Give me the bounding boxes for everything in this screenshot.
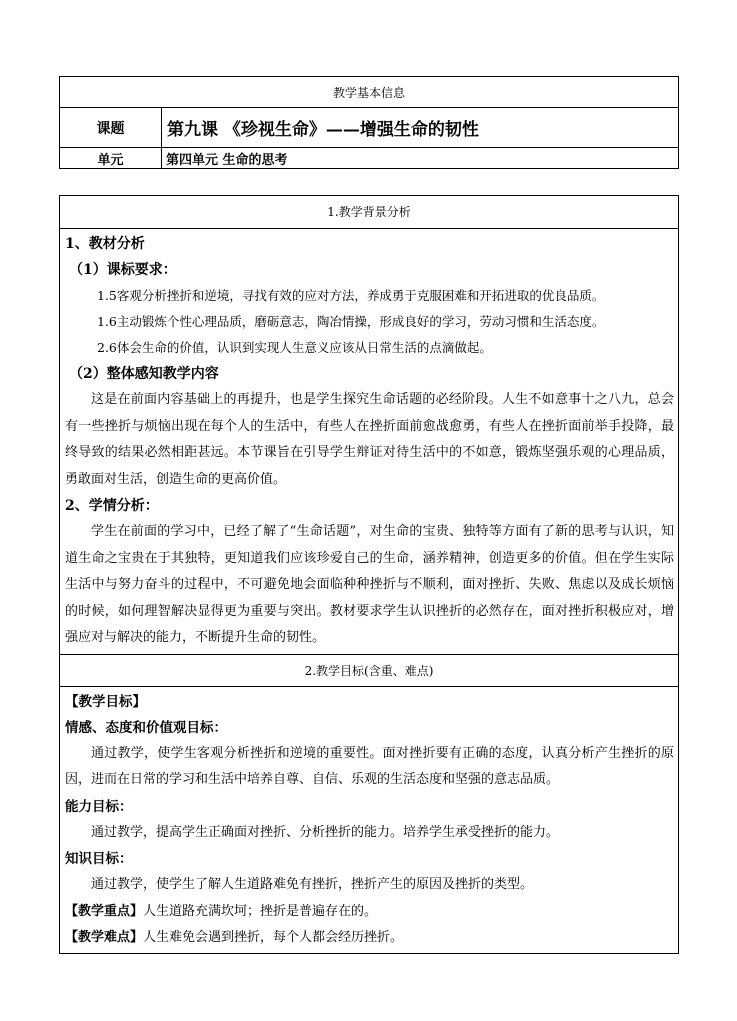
key-point-row bbox=[65, 899, 674, 925]
difficult-point-text: 人生难免会遇到挫折，每个人都会经历挫折。 bbox=[143, 929, 404, 945]
standard-item: 2.6体会生命的价值，认识到实现人生意义应该从日常生活的点滴做起。 bbox=[97, 340, 492, 355]
topic-value: 第九课 《珍视生命》——增强生命的韧性 bbox=[162, 108, 679, 148]
standard-item: 1.6主动锻炼个性心理品质，磨砺意志，陶冶情操，形成良好的学习，劳动习惯和生活态度。 bbox=[97, 314, 605, 329]
student-analysis-title: 2、学情分析： bbox=[65, 498, 159, 514]
background-header: 1.教学背景分析 bbox=[60, 196, 678, 229]
key-point-text: 人生道路充满坎坷；挫折是普遍存在的。 bbox=[143, 903, 378, 919]
emotion-paragraph: 通过教学，使学生客观分析挫折和逆境的重要性。面对挫折要有正确的态度，认真分析产生挫折的原因，进而在日常的学习和生活中培养自尊、自信、乐观的生活态度和坚强的意志品质。 bbox=[65, 745, 674, 787]
lesson-plan-table bbox=[59, 195, 679, 954]
curriculum-title: （1）课标要求： bbox=[69, 262, 177, 278]
content-paragraph: 这是在前面内容基础上的再提升，也是学生探究生命话题的必经阶段。人生不如意事十之八九，总会有一些挫折与烦恼出现在每个人的生活中，有些人在挫折面前愈战愈勇，有些人在挫折面前举手投降，最终导致的结果必然相距甚远。本节课旨在引导学生辩证对待生活中的不如意，锻炼坚强乐观的心理品质，勇敢面对生活，创造生命的更高价值。 bbox=[65, 392, 674, 487]
standard-item: 1.5客观分析挫折和逆境，寻找有效的应对方法，养成勇于克服困难和开拓进取的优良品质。 bbox=[97, 288, 605, 303]
objectives-header: 2.教学目标(含重、难点) bbox=[60, 654, 678, 687]
basic-info-table bbox=[59, 76, 679, 169]
difficult-point-label: 【教学难点】 bbox=[65, 929, 144, 945]
student-paragraph: 学生在前面的学习中，已经了解了“生命话题”，对生命的宝贵、独特等方面有了新的思考与认识，知道生命之宝贵在于其独特，更知道我们应该珍爱自己的生命，涵养精神，创造更多的价值。但在学生实际生活中与努力奋斗的过程中，不可避免地会面临种种挫折与不顺利，面对挫折、失败、焦虑以及成长烦恼的时候，如何理智解决显得更为重要与突出。教材要求学生认识挫折的必然存在，面对挫折积极应对，增强应对与解决的能力，不断提升生命的韧性。 bbox=[65, 524, 674, 645]
knowledge-paragraph: 通过教学，使学生了解人生道路难免有挫折，挫折产生的原因及挫折的类型。 bbox=[91, 877, 534, 892]
difficult-point-row bbox=[65, 925, 674, 951]
background-section bbox=[60, 229, 678, 654]
emotion-title: 情感、态度和价值观目标： bbox=[65, 719, 227, 736]
objectives-section bbox=[60, 687, 678, 953]
knowledge-title: 知识目标： bbox=[65, 851, 133, 867]
unit-value: 第四单元 生命的思考 bbox=[162, 148, 679, 169]
basic-info-header: 教学基本信息 bbox=[60, 77, 679, 108]
goal-title: 【教学目标】 bbox=[65, 693, 146, 710]
content-title: （2）整体感知教学内容 bbox=[69, 366, 219, 382]
textbook-analysis-title: 1、教材分析 bbox=[65, 236, 145, 252]
ability-title: 能力目标： bbox=[65, 798, 133, 815]
ability-paragraph: 通过教学，提高学生正确面对挫折、分析挫折的能力。培养学生承受挫折的能力。 bbox=[91, 824, 560, 840]
topic-label: 课题 bbox=[60, 108, 162, 148]
key-point-label: 【教学重点】 bbox=[65, 903, 144, 919]
unit-label: 单元 bbox=[60, 148, 162, 169]
